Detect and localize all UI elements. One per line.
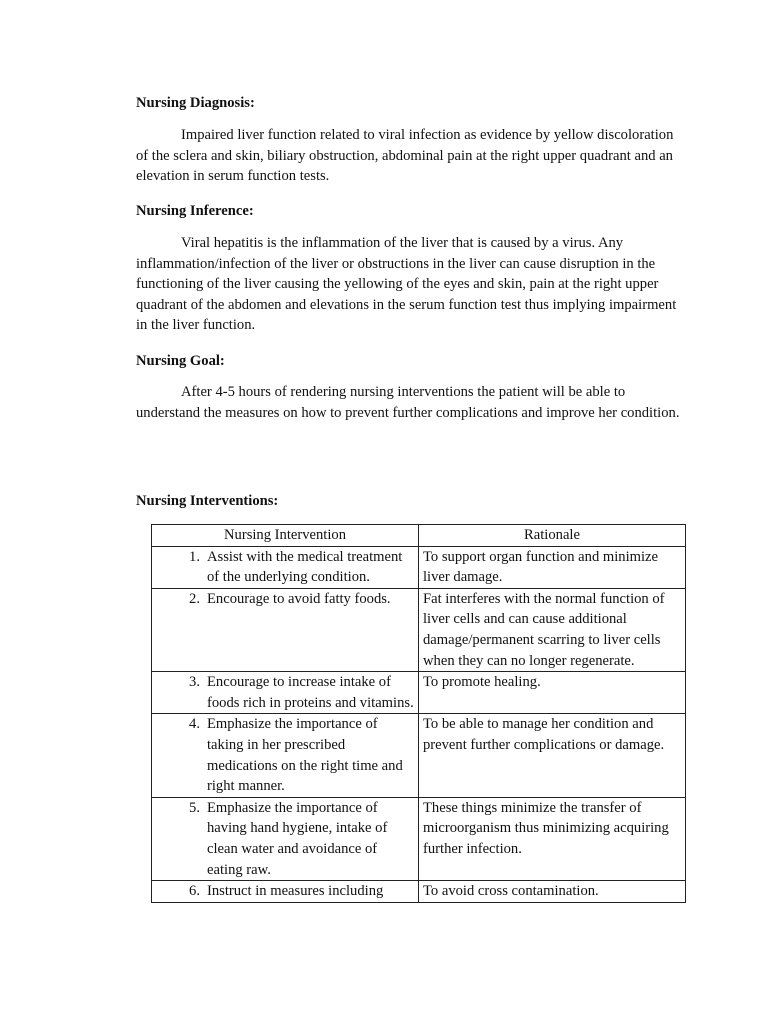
table-row — [152, 546, 686, 588]
intervention-cell — [152, 588, 419, 671]
intervention-text: Encourage to increase intake of foods rich in proteins and vitamins. — [207, 674, 414, 711]
interventions-table — [151, 524, 686, 903]
diagnosis-paragraph: Impaired liver function related to viral infection as evidence by yellow discoloration of the sclera and skin, biliary obstruction, abdominal pain at the right upper quadrant and an elevation in serum function tests. — [136, 127, 674, 185]
intervention-cell — [152, 672, 419, 714]
intervention-text: Encourage to avoid fatty foods. — [207, 590, 391, 607]
row-number: 4. — [189, 716, 200, 733]
table-row — [152, 797, 686, 880]
intervention-text: Instruct in measures including — [207, 883, 384, 900]
rationale-cell: Fat interferes with the normal function of liver cells and can cause additional damage/permanent scarring to liver cells when they can no longer regenerate. — [419, 588, 686, 671]
intervention-cell — [152, 797, 419, 880]
intervention-text: Emphasize the importance of having hand hygiene, intake of clean water and avoidance of eating raw. — [207, 799, 388, 878]
diagnosis-heading: Nursing Diagnosis: — [136, 95, 255, 111]
row-number: 1. — [189, 548, 200, 565]
goal-heading: Nursing Goal: — [136, 353, 225, 369]
table-row — [152, 588, 686, 671]
row-number: 6. — [189, 883, 200, 900]
intervention-cell — [152, 714, 419, 797]
header-intervention: Nursing Intervention — [152, 525, 419, 547]
rationale-cell: To avoid cross contamination. — [419, 881, 686, 903]
rationale-cell: To be able to manage her condition and prevent further complications or damage. — [419, 714, 686, 797]
table-header-row — [152, 525, 686, 547]
row-number: 3. — [189, 674, 200, 691]
rationale-cell: These things minimize the transfer of microorganism thus minimizing acquiring further infection. — [419, 797, 686, 880]
table-row — [152, 881, 686, 903]
intervention-text: Emphasize the importance of taking in her prescribed medications on the right time and right manner. — [207, 716, 403, 795]
goal-paragraph: After 4-5 hours of rendering nursing interventions the patient will be able to understand the measures on how to prevent further complications and improve her condition. — [136, 384, 680, 421]
table-row — [152, 672, 686, 714]
intervention-cell — [152, 546, 419, 588]
row-number: 2. — [189, 590, 200, 607]
interventions-heading: Nursing Interventions: — [136, 493, 279, 509]
row-number: 5. — [189, 799, 200, 816]
intervention-text: Assist with the medical treatment of the underlying condition. — [207, 548, 403, 586]
inference-paragraph: Viral hepatitis is the inflammation of the liver that is caused by a virus. Any inflammation/infection of the liver or obstructions in the liver can cause disruption in the functioning of the liver causing the yellowing of the eyes and skin, pain at the right upper quadrant of the abdomen and elevations in the serum function test thus implying impairment in the liver function. — [136, 235, 677, 334]
table-row — [152, 714, 686, 797]
inference-heading: Nursing Inference: — [136, 203, 254, 219]
intervention-cell — [152, 881, 419, 903]
rationale-cell: To promote healing. — [419, 672, 686, 714]
rationale-cell: To support organ function and minimize liver damage. — [419, 546, 686, 588]
header-rationale: Rationale — [419, 525, 686, 547]
